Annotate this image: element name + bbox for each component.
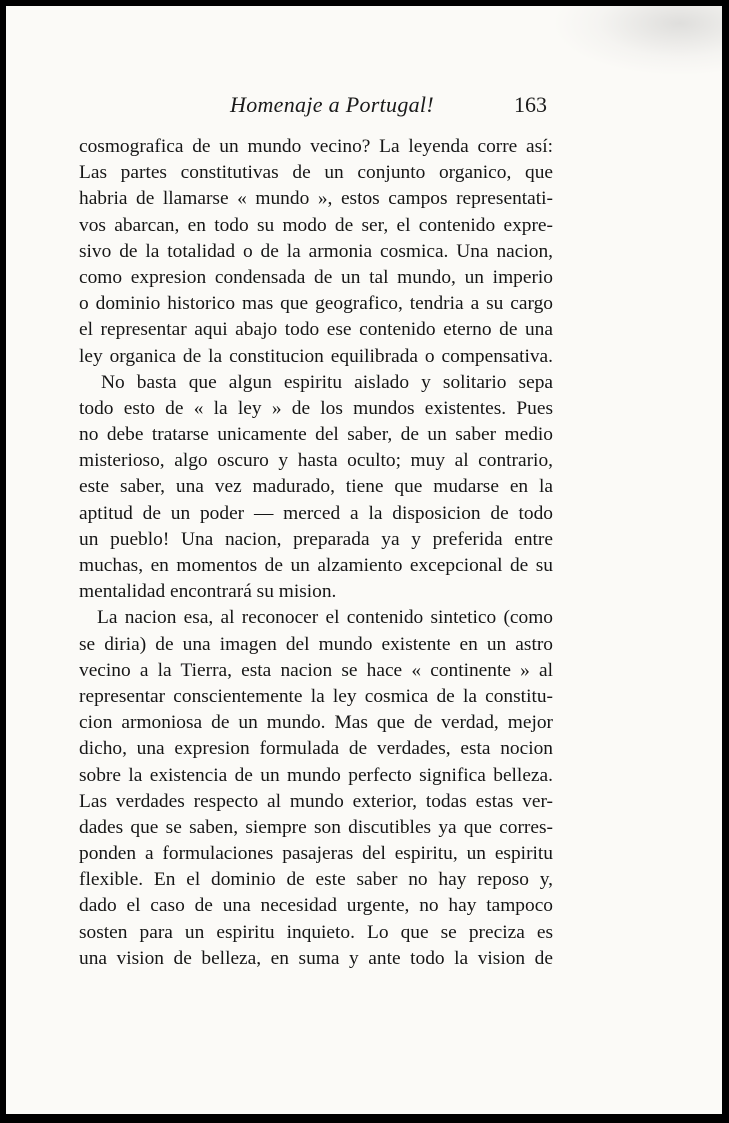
text-line: mentalidad encontrará su mision.: [79, 581, 337, 603]
text-line: sobre la existencia de un mundo perfecto significa belleza.: [79, 764, 553, 786]
text-line: misterioso, algo oscuro y hasta oculto; muy al contrario,: [79, 450, 553, 472]
paragraph-2: [79, 370, 553, 606]
text-line: flexible. En el dominio de este saber no hay reposo y,: [79, 869, 553, 891]
paragraph-3: [79, 605, 553, 972]
text-line: sosten para un espiritu inquieto. Lo que se preciza es: [79, 921, 553, 943]
text-line: representar conscientemente la ley cosmica de la constitu-: [79, 685, 553, 707]
text-line: un pueblo! Una nacion, preparada ya y preferida entre: [79, 528, 553, 550]
text-line: ponden a formulaciones pasajeras del espiritu, un espiritu: [79, 843, 553, 865]
text-line: una vision de belleza, en suma y ante todo la vision de: [79, 947, 553, 969]
text-line: Las verdades respecto al mundo exterior, todas estas ver-: [79, 790, 553, 812]
text-line: habria de llamarse « mundo », estos campos representati-: [79, 188, 553, 210]
text-line: dades que se saben, siempre son discutibles ya que corres-: [79, 816, 553, 838]
paragraph-1: [79, 134, 553, 370]
text-line: cion armoniosa de un mundo. Mas que de verdad, mejor: [79, 712, 553, 734]
text-line: como expresion condensada de un tal mundo, un imperio: [79, 266, 553, 288]
text-line: se diria) de una imagen del mundo existente en un astro: [79, 633, 553, 655]
page-header: [6, 92, 722, 126]
text-line: o dominio historico mas que geografico, tendria a su cargo: [79, 293, 553, 315]
text-line: muchas, en momentos de un alzamiento excepcional de su: [79, 555, 553, 576]
text-line: La nacion esa, al reconocer el contenido sintetico (como: [97, 607, 553, 629]
text-line: sivo de la totalidad o de la armonia cosmica. Una nacion,: [79, 240, 553, 262]
book-page: [6, 6, 722, 1114]
text-line: este saber, una vez madurado, tiene que mudarse en la: [79, 476, 553, 498]
running-title: Homenaje a Portugal!: [230, 92, 434, 117]
body-text: [79, 134, 553, 972]
text-line: todo esto de « la ley » de los mundos existentes. Pues: [79, 397, 553, 419]
text-line: aptitud de un poder — merced a la disposicion de todo: [79, 502, 553, 524]
text-line: ley organica de la constitucion equilibrada o compensativa.: [79, 345, 553, 367]
text-line: cosmografica de un mundo vecino? La leyenda corre así:: [79, 136, 553, 157]
page-smudge: [552, 6, 722, 76]
text-line: no debe tratarse unicamente del saber, de un saber medio: [79, 424, 553, 446]
text-line: vecino a la Tierra, esta nacion se hace « continente » al: [79, 659, 553, 681]
text-line: dado el caso de una necesidad urgente, no hay tampoco: [79, 895, 553, 917]
page-number: 163: [514, 92, 547, 117]
text-line: Las partes constitutivas de un conjunto organico, que: [79, 162, 553, 184]
text-line: No basta que algun espiritu aislado y solitario sepa: [101, 371, 553, 393]
text-line: dicho, una expresion formulada de verdades, esta nocion: [79, 738, 553, 760]
text-line: el representar aqui abajo todo ese contenido eterno de una: [79, 319, 553, 341]
text-line: vos abarcan, en todo su modo de ser, el contenido expre-: [79, 214, 553, 236]
